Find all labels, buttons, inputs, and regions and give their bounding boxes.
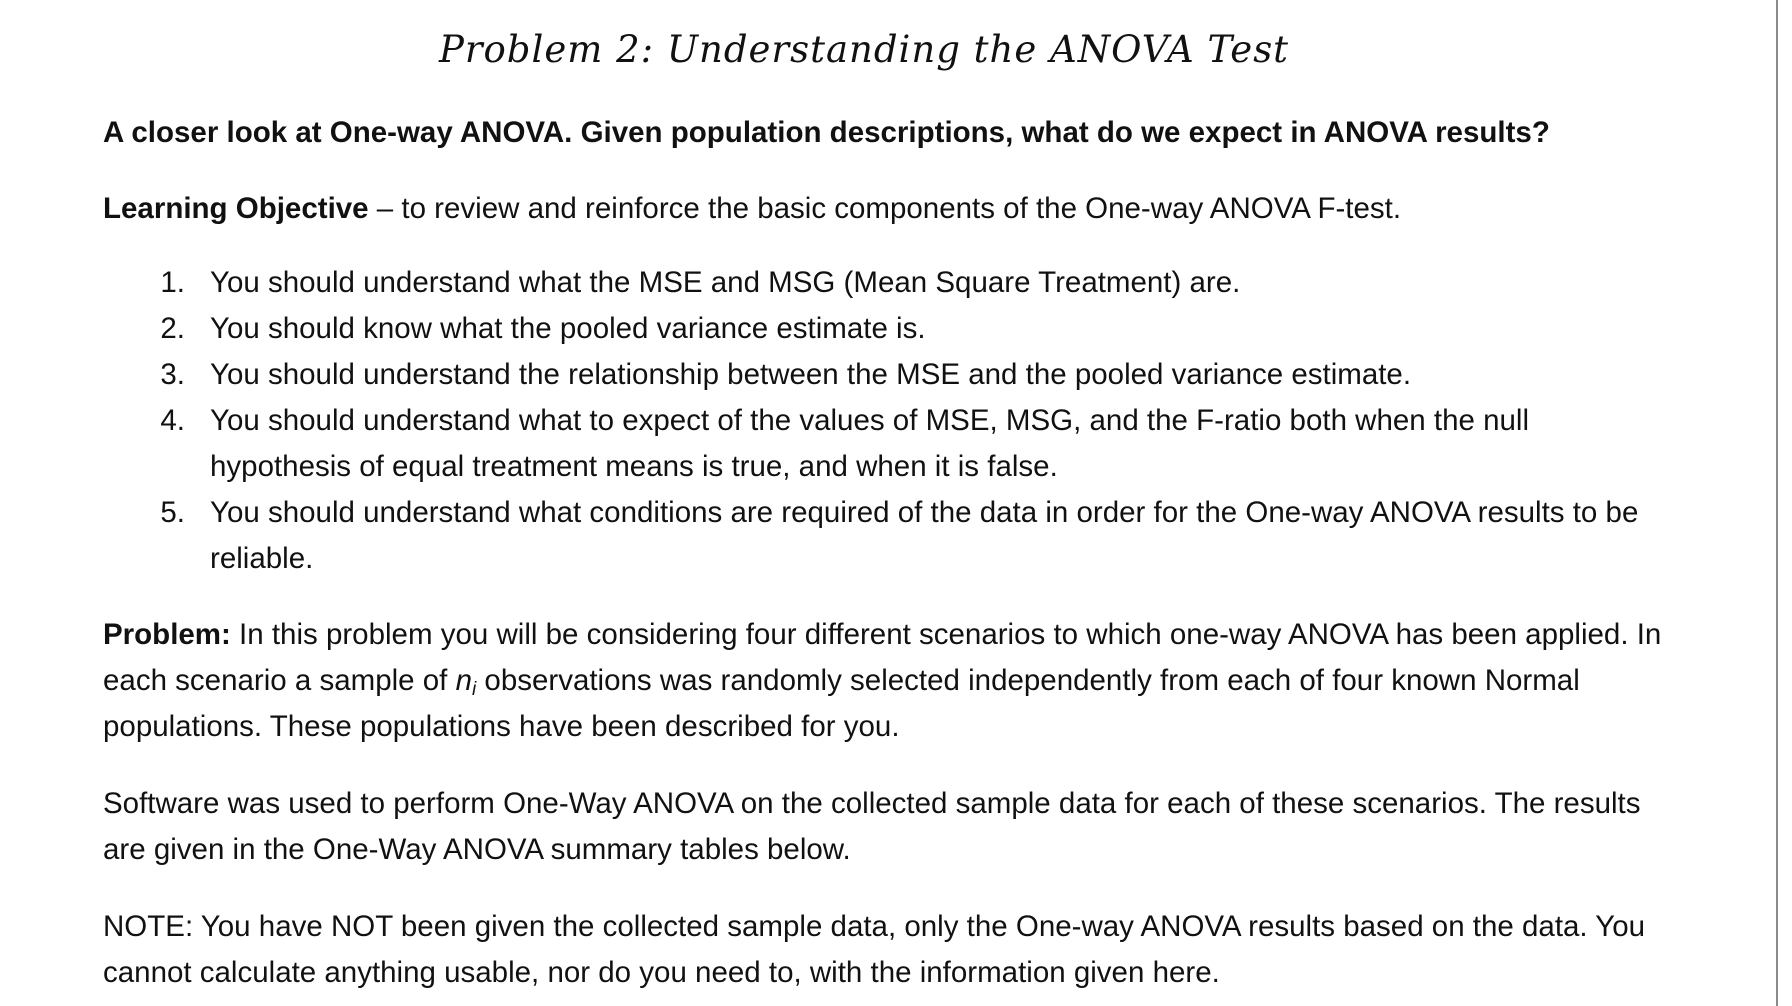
list-item [103, 352, 1663, 398]
list-item [103, 490, 1663, 582]
list-item-text: You should understand the relationship between the MSE and the pooled variance estimate. [210, 358, 1412, 391]
problem-text-after: observations was randomly selected independently from each of four known Normal populations. These populations have been described for you. [103, 664, 1580, 743]
note-paragraph: NOTE: You have NOT been given the collected sample data, only the One-way ANOVA results based on the data. You cannot calculate anything usable, nor do you need to, with the information given here. [103, 910, 1646, 989]
document-body [103, 110, 1663, 1006]
learning-objective-label: Learning Objective [103, 192, 369, 225]
page-title: Problem 2: Understanding the ANOVA Test [438, 28, 1290, 71]
sample-size-subscript: i [471, 679, 477, 700]
learning-objective-text: – to review and reinforce the basic components of the One-way ANOVA F-test. [368, 192, 1402, 225]
list-item [103, 306, 1663, 352]
list-item-text: You should understand what conditions are required of the data in order for the One-way ANOVA results to be reliable. [210, 496, 1639, 575]
sample-size-variable: n [455, 664, 472, 697]
problem-text-before: In this problem you will be considering four different scenarios to which one-way ANOVA has been applied. In each scenario a sample of [103, 618, 1662, 697]
list-item [103, 398, 1663, 490]
list-item-number: 2. [160, 312, 185, 345]
list-item-number: 5. [160, 496, 185, 529]
list-item-number: 3. [160, 358, 185, 391]
list-item-number: 1. [160, 266, 185, 299]
list-item-number: 4. [160, 404, 185, 437]
problem-paragraph [103, 612, 1663, 750]
window-gutter [1778, 0, 1792, 1006]
problem-label: Problem: [103, 618, 231, 651]
list-item-text: You should understand what the MSE and MSG (Mean Square Treatment) are. [210, 266, 1241, 299]
software-paragraph: Software was used to perform One-Way ANOVA on the collected sample data for each of these scenarios. The results are given in the One-Way ANOVA summary tables below. [103, 787, 1641, 866]
list-item-text: You should know what the pooled variance estimate is. [210, 312, 926, 345]
list-item [103, 260, 1663, 306]
subtitle: A closer look at One-way ANOVA. Given population descriptions, what do we expect in ANOVA results? [103, 116, 1550, 149]
objective-list [103, 260, 1663, 582]
learning-objective [103, 186, 1663, 232]
list-item-text: You should understand what to expect of the values of MSE, MSG, and the F-ratio both when the null hypothesis of equal treatment means is true, and when it is false. [210, 404, 1530, 483]
